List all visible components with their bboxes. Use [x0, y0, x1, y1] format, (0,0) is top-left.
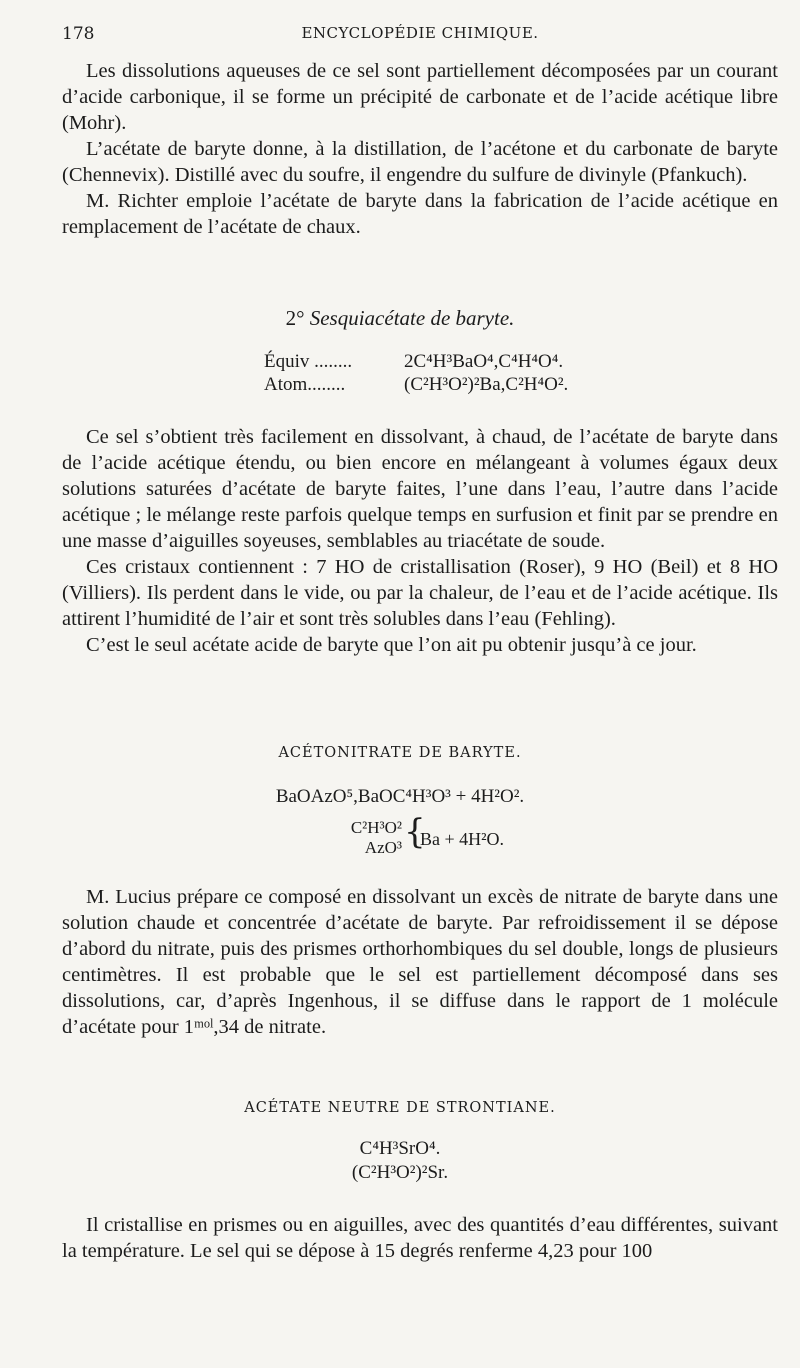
fraction-bottom: AzO³ [364, 838, 402, 857]
formula-fraction [330, 818, 402, 858]
acetonitrate-formula: BaOAzO⁵,BaOC⁴H³O³ + 4H²O². [275, 786, 525, 807]
intro-text [62, 58, 778, 240]
section-title: Sesquiacétate de baryte. [309, 306, 515, 330]
strontiane-formula-equiv: C⁴H³SrO⁴. [359, 1138, 441, 1159]
strontiane-formula-atom: (C²H³O²)²Sr. [351, 1162, 449, 1183]
page-header [62, 24, 778, 50]
paragraph: Il cristallise en prismes ou en aiguilles, avec des quantités d’eau différentes, suivant la température. Le sel qui se dépose à 15 degrés renferme 4,23 pour 100 [62, 1214, 778, 1262]
acetonitrate-text [62, 884, 778, 1040]
formula-right: Ba + 4H²O. [420, 829, 505, 849]
atom-formula: (C²H³O²)²Ba,C²H⁴O². [404, 374, 569, 395]
sesquiacetate-text [62, 424, 778, 658]
strontiane-text [62, 1212, 778, 1264]
paragraph: L’acétate de baryte donne, à la distillation, de l’acétone et du carbonate de baryte (Chennevix). Distillé avec du soufre, il engendre du sulfure de divinyle (Pfankuch). [62, 138, 778, 186]
paragraph: M. Richter emploie l’acétate de baryte dans la fabrication de l’acide acétique en remplacement de l’acétate de chaux. [62, 190, 778, 238]
brace-symbol: { [404, 812, 426, 852]
fraction-top: C²H³O² [350, 818, 402, 837]
formula-block [264, 350, 568, 396]
atom-label: Atom........ [264, 374, 346, 395]
section-heading-acetonitrate: ACÉTONITRATE DE BARYTE. [278, 745, 522, 761]
paragraph: C’est le seul acétate acide de baryte que l’on ait pu obtenir jusqu’à ce jour. [86, 634, 697, 656]
paragraph: Les dissolutions aqueuses de ce sel sont partiellement décomposées par un courant d’acide carbonique, il se forme un précipité de carbonate et de l’acide acétique libre (Mohr). [62, 60, 778, 134]
paragraph: Ces cristaux contiennent : 7 HO de cristallisation (Roser), 9 HO (Beil) et 8 HO (Villiers). Ils perdent dans le vide, ou par la chaleur, de l’eau et de l’acide acétique. Ils attirent l’humidité de l’air et sont très solubles dans l’eau (Fehling). [62, 556, 778, 630]
page-number: 178 [62, 24, 95, 44]
equiv-label: Équiv ........ [264, 351, 353, 372]
paragraph: M. Lucius prépare ce composé en dissolvant un excès de nitrate de baryte dans une solution chaude et concentrée d’acétate de baryte. Par refroidissement il se dépose d’abord du nitrate, puis des prismes orthorhombiques du sel double, longs de plusieurs centimètres. Il est probable que le sel est partiellement décomposé dans ses dissolutions, car, d’après Ingenhous, il se diffuse dans le rapport de 1 molécule d’acétate pour 1ᵐᵒˡ,34 de nitrate. [62, 886, 778, 1038]
equiv-formula: 2C⁴H³BaO⁴,C⁴H⁴O⁴. [404, 351, 564, 372]
section-number: 2° [285, 306, 305, 330]
section-heading-strontiane: ACÉTATE NEUTRE DE STRONTIANE. [244, 1100, 556, 1116]
section-heading-sesquiacetate [0, 306, 800, 331]
paragraph: Ce sel s’obtient très facilement en dissolvant, à chaud, de l’acétate de baryte dans de l’acide acétique étendu, ou bien encore en mélangeant à volumes égaux deux solutions saturées d’acétate de baryte faites, l’une dans l’eau, l’autre dans l’acide acétique ; le mélange reste parfois quelque temps en surfusion et finit par se prendre en une masse d’aiguilles soyeuses, semblables au triacétate de soude. [62, 426, 778, 552]
running-head: ENCYCLOPÉDIE CHIMIQUE. [301, 24, 539, 42]
